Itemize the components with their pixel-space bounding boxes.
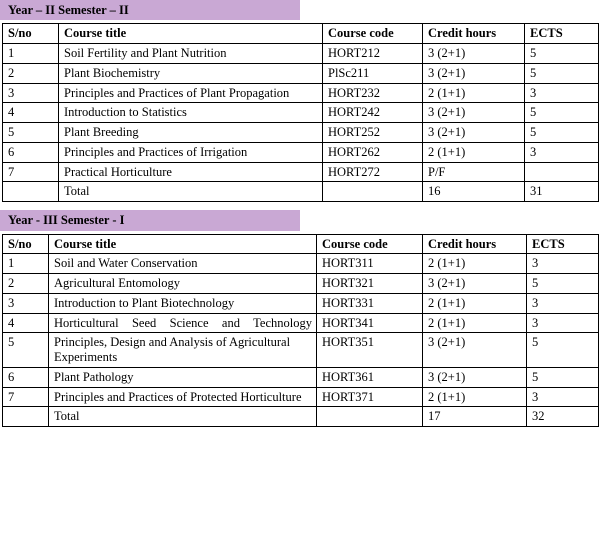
cell-code: HORT321	[317, 274, 423, 294]
cell-ects: 3	[527, 293, 599, 313]
header-course-title: Course title	[49, 234, 317, 254]
course-table-year3-sem1	[2, 234, 599, 428]
cell-total-credit: 17	[423, 407, 527, 427]
cell-code: HORT262	[323, 142, 423, 162]
cell-sno: 5	[3, 333, 49, 368]
cell-title: Principles and Practices of Irrigation	[59, 142, 323, 162]
cell-ects: 3	[527, 313, 599, 333]
cell-total-credit: 16	[423, 182, 525, 202]
header-credit-hours: Credit hours	[423, 234, 527, 254]
cell-total-ects: 31	[525, 182, 599, 202]
cell-code: HORT361	[317, 367, 423, 387]
cell-credit: 3 (2+1)	[423, 274, 527, 294]
cell-code: HORT242	[323, 103, 423, 123]
cell-sno	[3, 182, 59, 202]
cell-title: Soil Fertility and Plant Nutrition	[59, 44, 323, 64]
cell-credit: 3 (2+1)	[423, 63, 525, 83]
cell-credit: 3 (2+1)	[423, 123, 525, 143]
header-ects: ECTS	[527, 234, 599, 254]
cell-ects: 5	[527, 367, 599, 387]
header-sno: S/no	[3, 24, 59, 44]
cell-sno: 3	[3, 83, 59, 103]
cell-ects: 3	[527, 387, 599, 407]
cell-sno: 2	[3, 274, 49, 294]
cell-code: HORT341	[317, 313, 423, 333]
section-spacer	[0, 202, 603, 210]
cell-ects	[525, 162, 599, 182]
cell-code: HORT311	[317, 254, 423, 274]
cell-ects: 3	[525, 83, 599, 103]
cell-sno: 6	[3, 142, 59, 162]
cell-ects: 5	[525, 63, 599, 83]
table-row	[3, 274, 599, 294]
cell-total-label: Total	[49, 407, 317, 427]
cell-code: HORT252	[323, 123, 423, 143]
cell-code	[323, 182, 423, 202]
cell-total-label: Total	[59, 182, 323, 202]
cell-title: Plant Pathology	[49, 367, 317, 387]
cell-code	[317, 407, 423, 427]
cell-credit: 2 (1+1)	[423, 83, 525, 103]
cell-sno: 7	[3, 387, 49, 407]
cell-sno	[3, 407, 49, 427]
header-course-code: Course code	[317, 234, 423, 254]
table-row	[3, 123, 599, 143]
cell-sno: 6	[3, 367, 49, 387]
table-total-row	[3, 407, 599, 427]
header-course-title: Course title	[59, 24, 323, 44]
table-header	[3, 234, 599, 254]
cell-credit: 2 (1+1)	[423, 313, 527, 333]
cell-title: Introduction to Plant Biotechnology	[49, 293, 317, 313]
cell-title: Practical Horticulture	[59, 162, 323, 182]
cell-code: HORT351	[317, 333, 423, 368]
cell-code: HORT212	[323, 44, 423, 64]
cell-ects: 5	[527, 333, 599, 368]
table-header-row	[3, 234, 599, 254]
cell-credit: 3 (2+1)	[423, 367, 527, 387]
table-row	[3, 313, 599, 333]
cell-code: HORT331	[317, 293, 423, 313]
cell-title: Horticultural Seed Science and Technology	[49, 313, 317, 333]
table-row	[3, 83, 599, 103]
cell-ects: 3	[527, 254, 599, 274]
cell-credit: 3 (2+1)	[423, 103, 525, 123]
cell-title: Principles, Design and Analysis of Agricultural Experiments	[49, 333, 317, 368]
cell-code: HORT272	[323, 162, 423, 182]
cell-ects: 5	[525, 103, 599, 123]
table-row	[3, 44, 599, 64]
cell-code: HORT232	[323, 83, 423, 103]
cell-credit: 2 (1+1)	[423, 387, 527, 407]
cell-title: Plant Breeding	[59, 123, 323, 143]
cell-credit: 3 (2+1)	[423, 44, 525, 64]
table-row	[3, 103, 599, 123]
table-row	[3, 293, 599, 313]
header-credit-hours: Credit hours	[423, 24, 525, 44]
cell-credit: P/F	[423, 162, 525, 182]
cell-credit: 2 (1+1)	[423, 254, 527, 274]
cell-title: Introduction to Statistics	[59, 103, 323, 123]
cell-ects: 5	[525, 44, 599, 64]
table-row	[3, 162, 599, 182]
section-2-banner-wrap	[0, 210, 603, 230]
cell-code: HORT371	[317, 387, 423, 407]
cell-ects: 5	[527, 274, 599, 294]
table-total-row	[3, 182, 599, 202]
cell-ects: 3	[525, 142, 599, 162]
cell-title: Agricultural Entomology	[49, 274, 317, 294]
cell-sno: 4	[3, 103, 59, 123]
header-course-code: Course code	[323, 24, 423, 44]
cell-title: Soil and Water Conservation	[49, 254, 317, 274]
section-1-banner-wrap	[0, 0, 603, 20]
header-sno: S/no	[3, 234, 49, 254]
cell-title: Plant Biochemistry	[59, 63, 323, 83]
cell-sno: 7	[3, 162, 59, 182]
cell-credit: 3 (2+1)	[423, 333, 527, 368]
cell-sno: 5	[3, 123, 59, 143]
table-row	[3, 367, 599, 387]
cell-credit: 2 (1+1)	[423, 293, 527, 313]
cell-sno: 1	[3, 254, 49, 274]
section-2-banner: Year - III Semester - I	[0, 210, 300, 230]
table-row	[3, 333, 599, 368]
table-row	[3, 63, 599, 83]
cell-title: Principles and Practices of Plant Propagation	[59, 83, 323, 103]
cell-total-ects: 32	[527, 407, 599, 427]
cell-title: Principles and Practices of Protected Horticulture	[49, 387, 317, 407]
course-table-year2-sem2	[2, 23, 599, 202]
cell-code: PlSc211	[323, 63, 423, 83]
cell-sno: 1	[3, 44, 59, 64]
table-header-row	[3, 24, 599, 44]
cell-credit: 2 (1+1)	[423, 142, 525, 162]
table-row	[3, 142, 599, 162]
header-ects: ECTS	[525, 24, 599, 44]
section-1-banner: Year – II Semester – II	[0, 0, 300, 20]
table-row	[3, 254, 599, 274]
cell-sno: 2	[3, 63, 59, 83]
table-row	[3, 387, 599, 407]
cell-sno: 4	[3, 313, 49, 333]
cell-ects: 5	[525, 123, 599, 143]
cell-sno: 3	[3, 293, 49, 313]
table-header	[3, 24, 599, 44]
